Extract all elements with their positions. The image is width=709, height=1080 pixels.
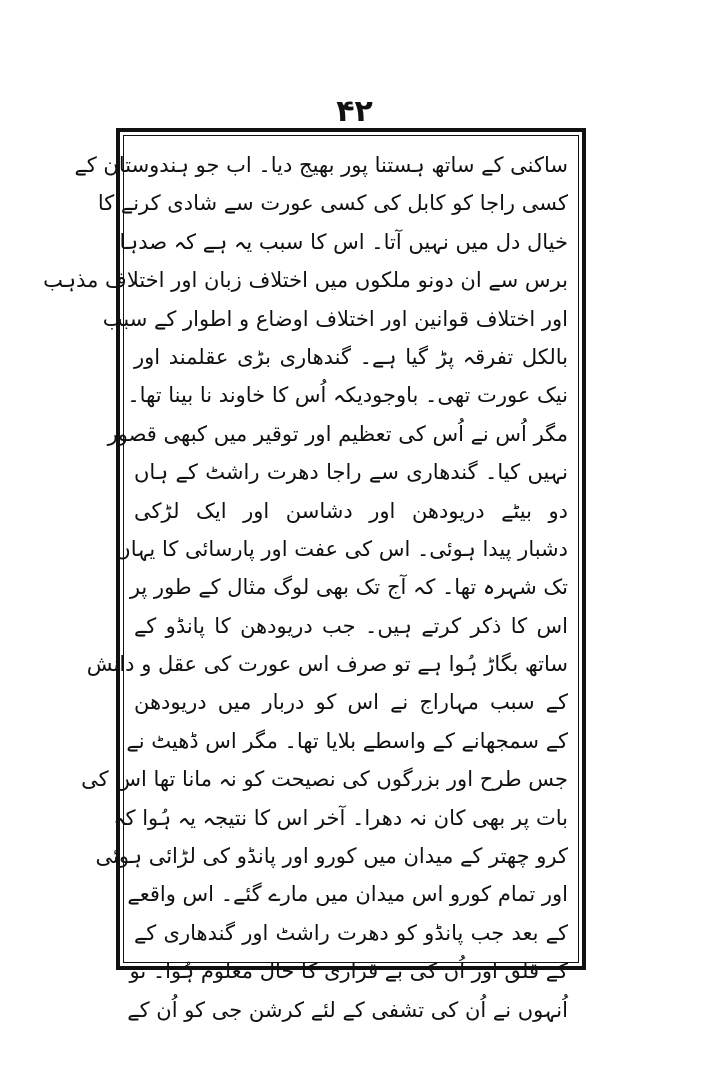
text-line: کے سبب مہاراج نے اس کو دربار میں دریودھن [134,690,568,715]
text-line: نہیں کیا۔ گندھاری سے راجا دھرت راشٹ کے ہاں [134,460,568,485]
text-line: ساکنی کے ساتھ ہستنا پور بھیج دیا۔ اب جو ہندوستان کے [74,153,568,177]
text-line: دو بیٹے دریودھن اور دشاسن اور ایک لڑکی [134,498,568,523]
text-frame [43,128,586,1022]
text-line: کسی راجا کو کابل کی کسی عورت سے شادی کرنے کا [97,191,568,216]
text-line: کرو چھتر کے میدان میں کورو اور پانڈو کی لڑائی ہوئی [95,844,568,869]
text-line: اُنہوں نے اُن کی تشفی کے لئے کرشن جی کو اُن کے [127,997,568,1022]
text-line: مگر اُس نے اُس کی تعظیم اور توقیر میں کبھی قصور [107,421,568,446]
text-line: نیک عورت تھی۔ باوجودیکہ اُس کا خاوند نا بینا تھا۔ [127,383,568,408]
text-line: ساتھ بگاڑ ہُوا ہے تو صرف اس عورت کی عقل و دانش [86,652,568,677]
text-line: اور اختلاف قوانین اور اختلاف اوضاع و اطوار کے سبب [102,306,568,331]
text-line: کے بعد جب پانڈو کو دھرت راشٹ اور گندھاری کے [134,920,568,945]
text-line: بالکل تفرقہ پڑ گیا ہے۔ گندھاری بڑی عقلمند اور [134,344,568,369]
text-line: بات پر بھی کان نہ دھرا۔ آخر اس کا نتیجہ یہ ہُوا کہ [113,805,568,830]
text-line: جس طرح اور بزرگوں کی نصیحت کو نہ مانا تھا اس کی [81,767,568,792]
text-line: اور تمام کورو اس میدان میں مارے گئے۔ اس واقعے [127,882,568,907]
text-line: خیال دل میں نہیں آتا۔ اس کا سبب یہ ہے کہ صدہا [119,229,568,254]
text-line: کے سمجھانے کے واسطے بلایا تھا۔ مگر اس ڈھیٹ نے [126,728,568,753]
text-line: برس سے ان دونو ملکوں میں اختلاف زبان اور اختلاف مذہب [43,268,568,293]
page-number: ۴۲ [336,94,373,129]
text-line: دشبار پیدا ہوئی۔ اس کی عفت اور پارسائی کا یہاں [115,536,568,561]
text-line: تک شہرہ تھا۔ کہ آج تک بھی لوگ مثال کے طور پر [129,575,568,600]
text-line: کے قلق اور اُن کی بے قراری کا حال معلوم ہُوا۔ تو [129,959,568,984]
body-text [43,138,574,1029]
text-line: اس کا ذکر کرتے ہیں۔ جب دریودھن کا پانڈو کے [134,613,568,638]
